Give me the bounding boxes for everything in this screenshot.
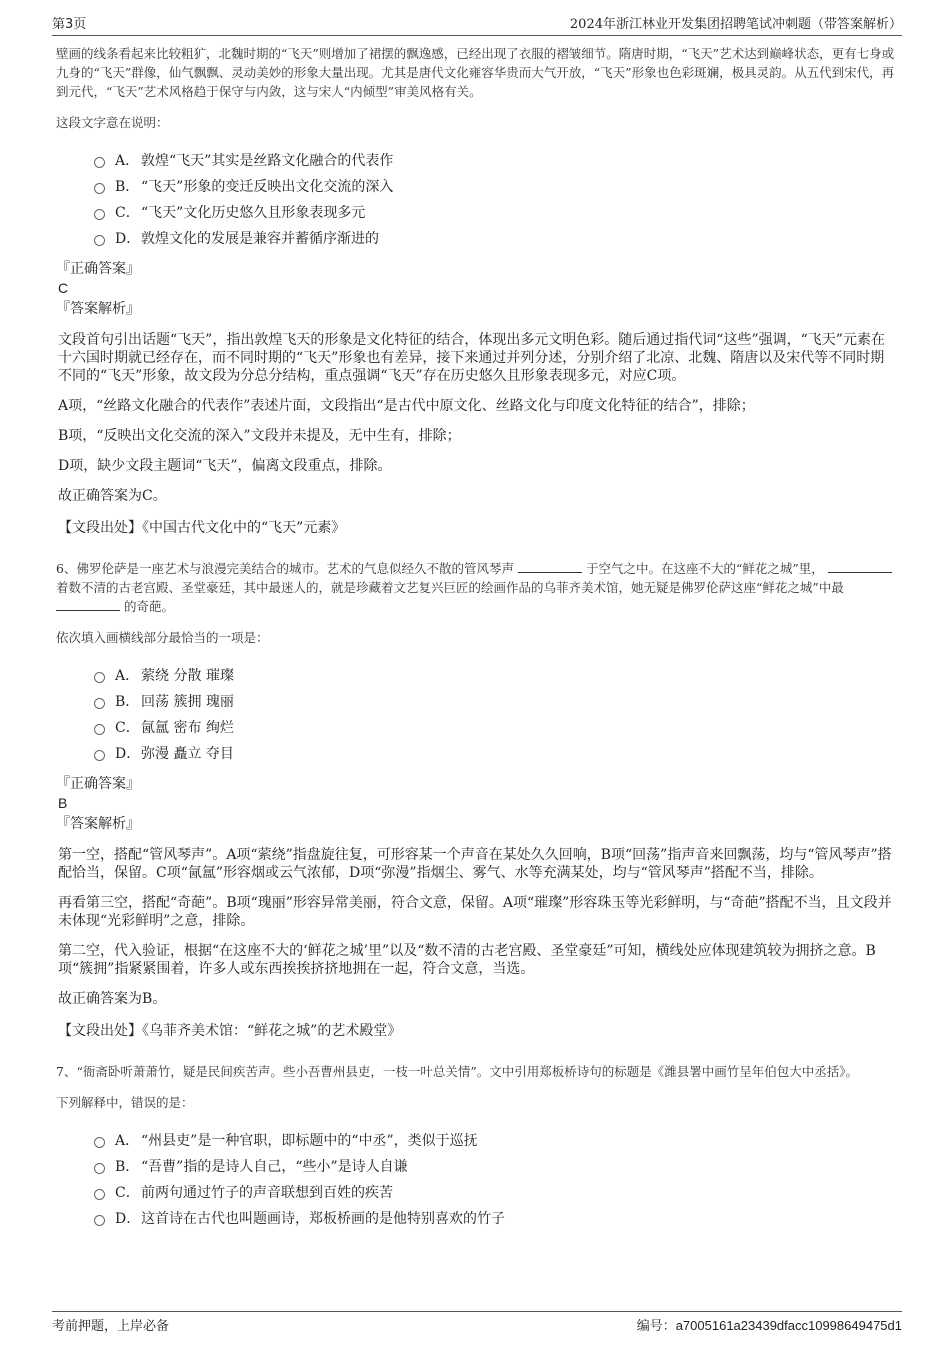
option-text: 前两句通过竹子的声音联想到百姓的疾苦 — [141, 1185, 393, 1201]
radio-icon[interactable] — [94, 1163, 105, 1174]
radio-icon[interactable] — [94, 672, 105, 683]
q5-option-d[interactable] — [94, 225, 898, 251]
q5-option-a[interactable] — [94, 147, 898, 173]
radio-icon[interactable] — [94, 698, 105, 709]
option-letter: A． — [115, 668, 140, 684]
option-text: 这首诗在古代也叫题画诗，郑板桥画的是他特别喜欢的竹子 — [141, 1211, 505, 1227]
q5-analysis-para: B项，“反映出文化交流的深入”文段并未提及，无中生有，排除； — [58, 428, 461, 444]
q5-analysis-para: A项，“丝路文化融合的代表作”表述片面，文段指出“是古代中原文化、丝路文化与印度文化特征的结合”，排除； — [58, 398, 755, 414]
q7-options — [56, 1127, 898, 1231]
option-text: 敦煌文化的发展是兼容并蓄循序渐进的 — [141, 231, 379, 247]
q7-option-d[interactable] — [94, 1205, 898, 1231]
q6-stem-text: 着数不清的古老宫殿、圣堂豪廷，其中最迷人的，就是珍藏着文艺复兴巨匠的绘画作品的乌菲齐美术馆，她无疑是佛罗伦萨这座“鲜花之城”中最 — [56, 580, 844, 595]
q5-analysis-tag: 『答案解析』 — [56, 301, 140, 317]
option-text: “飞天”文化历史悠久且形象表现多元 — [141, 205, 366, 221]
q6-analysis-para: 故正确答案为B。 — [58, 991, 167, 1007]
q6-analysis-tag: 『答案解析』 — [56, 816, 140, 832]
q7-option-c[interactable] — [94, 1179, 898, 1205]
option-letter: C． — [115, 1185, 140, 1201]
option-letter: C． — [115, 205, 140, 221]
document-title: 2024年浙江林业开发集团招聘笔试冲刺题（带答案解析） — [569, 17, 902, 32]
option-letter: A． — [115, 153, 140, 169]
q5-source: 【文段出处】《中国古代文化中的“飞天”元素》 — [58, 520, 346, 536]
radio-icon[interactable] — [94, 1137, 105, 1148]
q6-analysis-para: 第一空，搭配“管风琴声”。A项“萦绕”指盘旋往复，可形容某一个声音在某处久久回响，B项“回荡”指声音来回飘荡，均与“管风琴声”搭配恰当，保留。C项“氤氲”形容烟或云气浓郁，D项“弥漫”指烟尘、雾气、水等充满某处，均与“管风琴声”搭配不当，排除。 — [58, 847, 892, 881]
q6-stem-text: 的奇葩。 — [123, 599, 174, 614]
option-text: 弥漫 矗立 夺目 — [141, 746, 234, 762]
radio-icon[interactable] — [94, 750, 105, 761]
q6-stem-text: 于空气之中。在这座不大的“鲜花之城”里， — [585, 561, 824, 576]
fill-blank — [828, 560, 892, 573]
q6-source: 【文段出处】《乌菲齐美术馆：“鲜花之城”的艺术殿堂》 — [58, 1023, 402, 1039]
q5-analysis-para: D项，缺少文段主题词“飞天”，偏离文段重点，排除。 — [58, 458, 392, 474]
option-letter: A． — [115, 1133, 140, 1149]
document-code: 编号：a7005161a23439dfacc10998649475d1 — [636, 1318, 902, 1333]
option-letter: D． — [115, 231, 141, 247]
q5-answer: C — [58, 280, 69, 296]
q6-stem-text: 6、佛罗伦萨是一座艺术与浪漫完美结合的城市。艺术的气息似经久不散的管风琴声 — [56, 561, 514, 576]
question-7 — [56, 1062, 898, 1231]
option-letter: B． — [115, 1159, 140, 1175]
option-text: “州县吏”是一种官职，即标题中的“中丞”，类似于巡抚 — [141, 1133, 478, 1149]
q6-option-d[interactable] — [94, 740, 898, 766]
q6-stem — [56, 559, 898, 616]
q5-option-c[interactable] — [94, 199, 898, 225]
fill-blank — [56, 598, 120, 611]
q6-answer: B — [58, 795, 68, 811]
q7-stem: 7、“衙斋卧听萧萧竹，疑是民间疾苦声。些小吾曹州县吏，一枝一叶总关情”。文中引用郑板桥诗句的标题是《潍县署中画竹呈年伯包大中丞括》。 — [56, 1064, 858, 1079]
q5-passage: 壁画的线条看起来比较粗犷，北魏时期的“飞天”则增加了裙摆的飘逸感，已经出现了衣服的褶皱细节。隋唐时期，“飞天”艺术达到巅峰状态，更有七身或九身的“飞天”群像，仙气飘飘、灵动美妙的形象大量出现。尤其是唐代文化雍容华贵而大气开放，“飞天”形象也色彩斑斓，极具灵韵。从五代到宋代，再到元代，“飞天”艺术风格趋于保守与内敛，这与宋人“内倾型”审美风格有关。 — [56, 46, 895, 99]
radio-icon[interactable] — [94, 183, 105, 194]
radio-icon[interactable] — [94, 724, 105, 735]
option-letter: B． — [115, 179, 140, 195]
radio-icon[interactable] — [94, 1189, 105, 1200]
q6-option-c[interactable] — [94, 714, 898, 740]
option-letter: C． — [115, 720, 140, 736]
q6-options — [56, 662, 898, 766]
q6-answer-tag: 『正确答案』 — [56, 776, 140, 792]
q5-prompt: 这段文字意在说明： — [56, 115, 169, 130]
radio-icon[interactable] — [94, 1215, 105, 1226]
q6-prompt: 依次填入画横线部分最恰当的一项是： — [56, 630, 269, 645]
page-number: 第3页 — [52, 17, 87, 32]
q7-option-a[interactable] — [94, 1127, 898, 1153]
q7-prompt: 下列解释中，错误的是： — [56, 1095, 194, 1110]
option-letter: D． — [115, 746, 141, 762]
question-6 — [56, 559, 898, 1040]
q6-analysis-para: 第二空，代入验证，根据“在这座不大的‘鲜花之城’里”以及“数不清的古老宫殿、圣堂豪廷”可知，横线处应体现建筑较为拥挤之意。B项“簇拥”指紧紧围着，许多人或东西挨挨挤挤地拥在一起，符合文意，当选。 — [58, 943, 876, 977]
page-footer — [52, 1311, 902, 1334]
option-letter: B． — [115, 694, 140, 710]
radio-icon[interactable] — [94, 157, 105, 168]
option-letter: D． — [115, 1211, 141, 1227]
q5-analysis-para: 文段首句引出话题“飞天”，指出敦煌飞天的形象是文化特征的结合，体现出多元文明色彩。随后通过指代词“这些”强调，“飞天”元素在十六国时期就已经存在，而不同时期的“飞天”形象也有差异，接下来通过并列分述，分别介绍了北凉、北魏、隋唐以及宋代等不同时期不同的“飞天”形象，故文段为分总分结构，重点强调“飞天”存在历史悠久且形象表现多元，对应C项。 — [58, 332, 885, 384]
option-text: “飞天”形象的变迁反映出文化交流的深入 — [141, 179, 394, 195]
radio-icon[interactable] — [94, 209, 105, 220]
q6-analysis-para: 再看第三空，搭配“奇葩”。B项“瑰丽”形容异常美丽，符合文意，保留。A项“璀璨”形容珠玉等光彩鲜明，与“奇葩”搭配不当，且文段并未体现“光彩鲜明”之意，排除。 — [58, 895, 892, 929]
q6-option-a[interactable] — [94, 662, 898, 688]
q5-analysis-para: 故正确答案为C。 — [58, 488, 167, 504]
option-text: 氤氲 密布 绚烂 — [141, 720, 234, 736]
option-text: 萦绕 分散 璀璨 — [141, 668, 234, 684]
q5-answer-tag: 『正确答案』 — [56, 261, 140, 277]
footer-slogan: 考前押题，上岸必备 — [52, 1319, 170, 1334]
q7-option-b[interactable] — [94, 1153, 898, 1179]
radio-icon[interactable] — [94, 235, 105, 246]
option-text: 敦煌“飞天”其实是丝路文化融合的代表作 — [141, 153, 394, 169]
page-header — [52, 10, 902, 36]
page-content — [56, 44, 898, 1239]
fill-blank — [518, 560, 582, 573]
option-text: 回荡 簇拥 瑰丽 — [141, 694, 234, 710]
q5-option-b[interactable] — [94, 173, 898, 199]
option-text: “吾曹”指的是诗人自己，“些小”是诗人自谦 — [141, 1159, 408, 1175]
q6-option-b[interactable] — [94, 688, 898, 714]
q5-options — [56, 147, 898, 251]
